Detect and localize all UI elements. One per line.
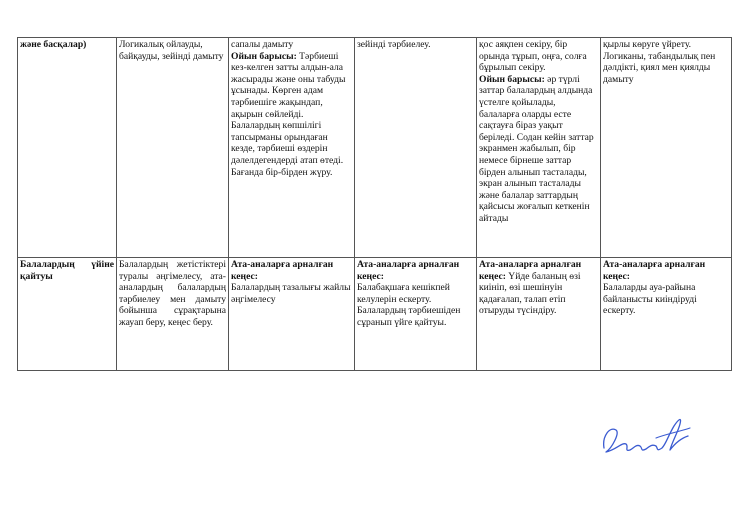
table-row-activity [18, 38, 732, 258]
advice-label: Ата-аналарға арналған кеңес: [357, 259, 460, 282]
cell-text: қос аяқпен секіру, бір орында тұрып, оңға, солға бұрылып секіру. [479, 39, 587, 74]
row-heading: Балалардың үйіне қайтуы [20, 259, 114, 282]
row1-cell-3 [229, 38, 355, 258]
game-progress-label: Ойын барысы: [231, 50, 297, 62]
row2-cell-6 [601, 258, 732, 371]
signature-image [596, 408, 696, 468]
row1-cell-5 [477, 38, 601, 258]
cell-text: Логикалық ойлауды, байқауды, зейінді дамыту [119, 39, 224, 62]
cell-text: Балалардың тазалығы жайлы әңгімелесу [231, 282, 351, 305]
row2-cell-1 [18, 258, 117, 371]
cell-text: зейінді тәрбиелеу. [357, 39, 431, 50]
table-row-departure [18, 258, 732, 371]
cell-text: Үйде баланың өзі киініп, өзі шешінуін қадағалап, талап етіп отыруды түсіндіру. [479, 270, 581, 317]
row2-cell-4 [355, 258, 477, 371]
cell-text: Балалардың жетістіктері туралы әңгімелесу, ата-аналардың балалардың тәрбиелеу мен дамыту бойынша сұрақтарына жауап беру, кеңес беру. [119, 259, 226, 328]
row1-cell-4 [355, 38, 477, 258]
row1-cell-2 [117, 38, 229, 258]
row1-cell-1 [18, 38, 117, 258]
row2-cell-5 [477, 258, 601, 371]
cell-text: Балабақшаға кешікпей келулерін ескерту. Балалардың тәрбиешіден сұранып үйге қайтуы. [357, 282, 461, 328]
cell-text: әр түрлі заттар балалардың алдында үстелге қойылады, балаларға оларды есте сақтауға біраз уақыт беріледі. Содан кейін заттар экранмен жабылып, бір немесе бірнеше заттар бірден алынып тасталады, экран алынып тасталады және балалар заттардың қайсысы жоғалып кеткенін айтады [479, 73, 594, 224]
cell-text: қырлы көруге үйрету. Логиканы, табандылық пен дәлдікті, қиял мен қиялды дамыту [603, 39, 716, 85]
row1-cell-6 [601, 38, 732, 258]
game-progress-label: Ойын барысы: [479, 73, 545, 85]
advice-label: Ата-аналарға арналған кеңес: [479, 259, 582, 282]
advice-label: Ата-аналарға арналған кеңес: [603, 259, 706, 282]
cell-text: Тәрбиеші кез-келген затты алдын-ала жасырады және оны табуды ұсынады. Көрген адам тәрбиешіге жақындап, ақырын сөйлейді. Балалардың көпшілігі тапсырманы орындаған кезде, тәрбиеші өздерін дәлелдегендерді атап өтеді. Бағанда бір-бірден жүру. [231, 50, 346, 178]
row2-cell-2 [117, 258, 229, 371]
cell-text: Балаларды ауа-райына байланысты киіндіруді ескерту. [603, 282, 697, 317]
cell-text: сапалы дамыту [231, 39, 294, 50]
row-heading: және басқалар) [20, 39, 87, 50]
advice-label: Ата-аналарға арналған кеңес: [231, 259, 334, 282]
row2-cell-3 [229, 258, 355, 371]
daily-plan-table [17, 37, 732, 371]
